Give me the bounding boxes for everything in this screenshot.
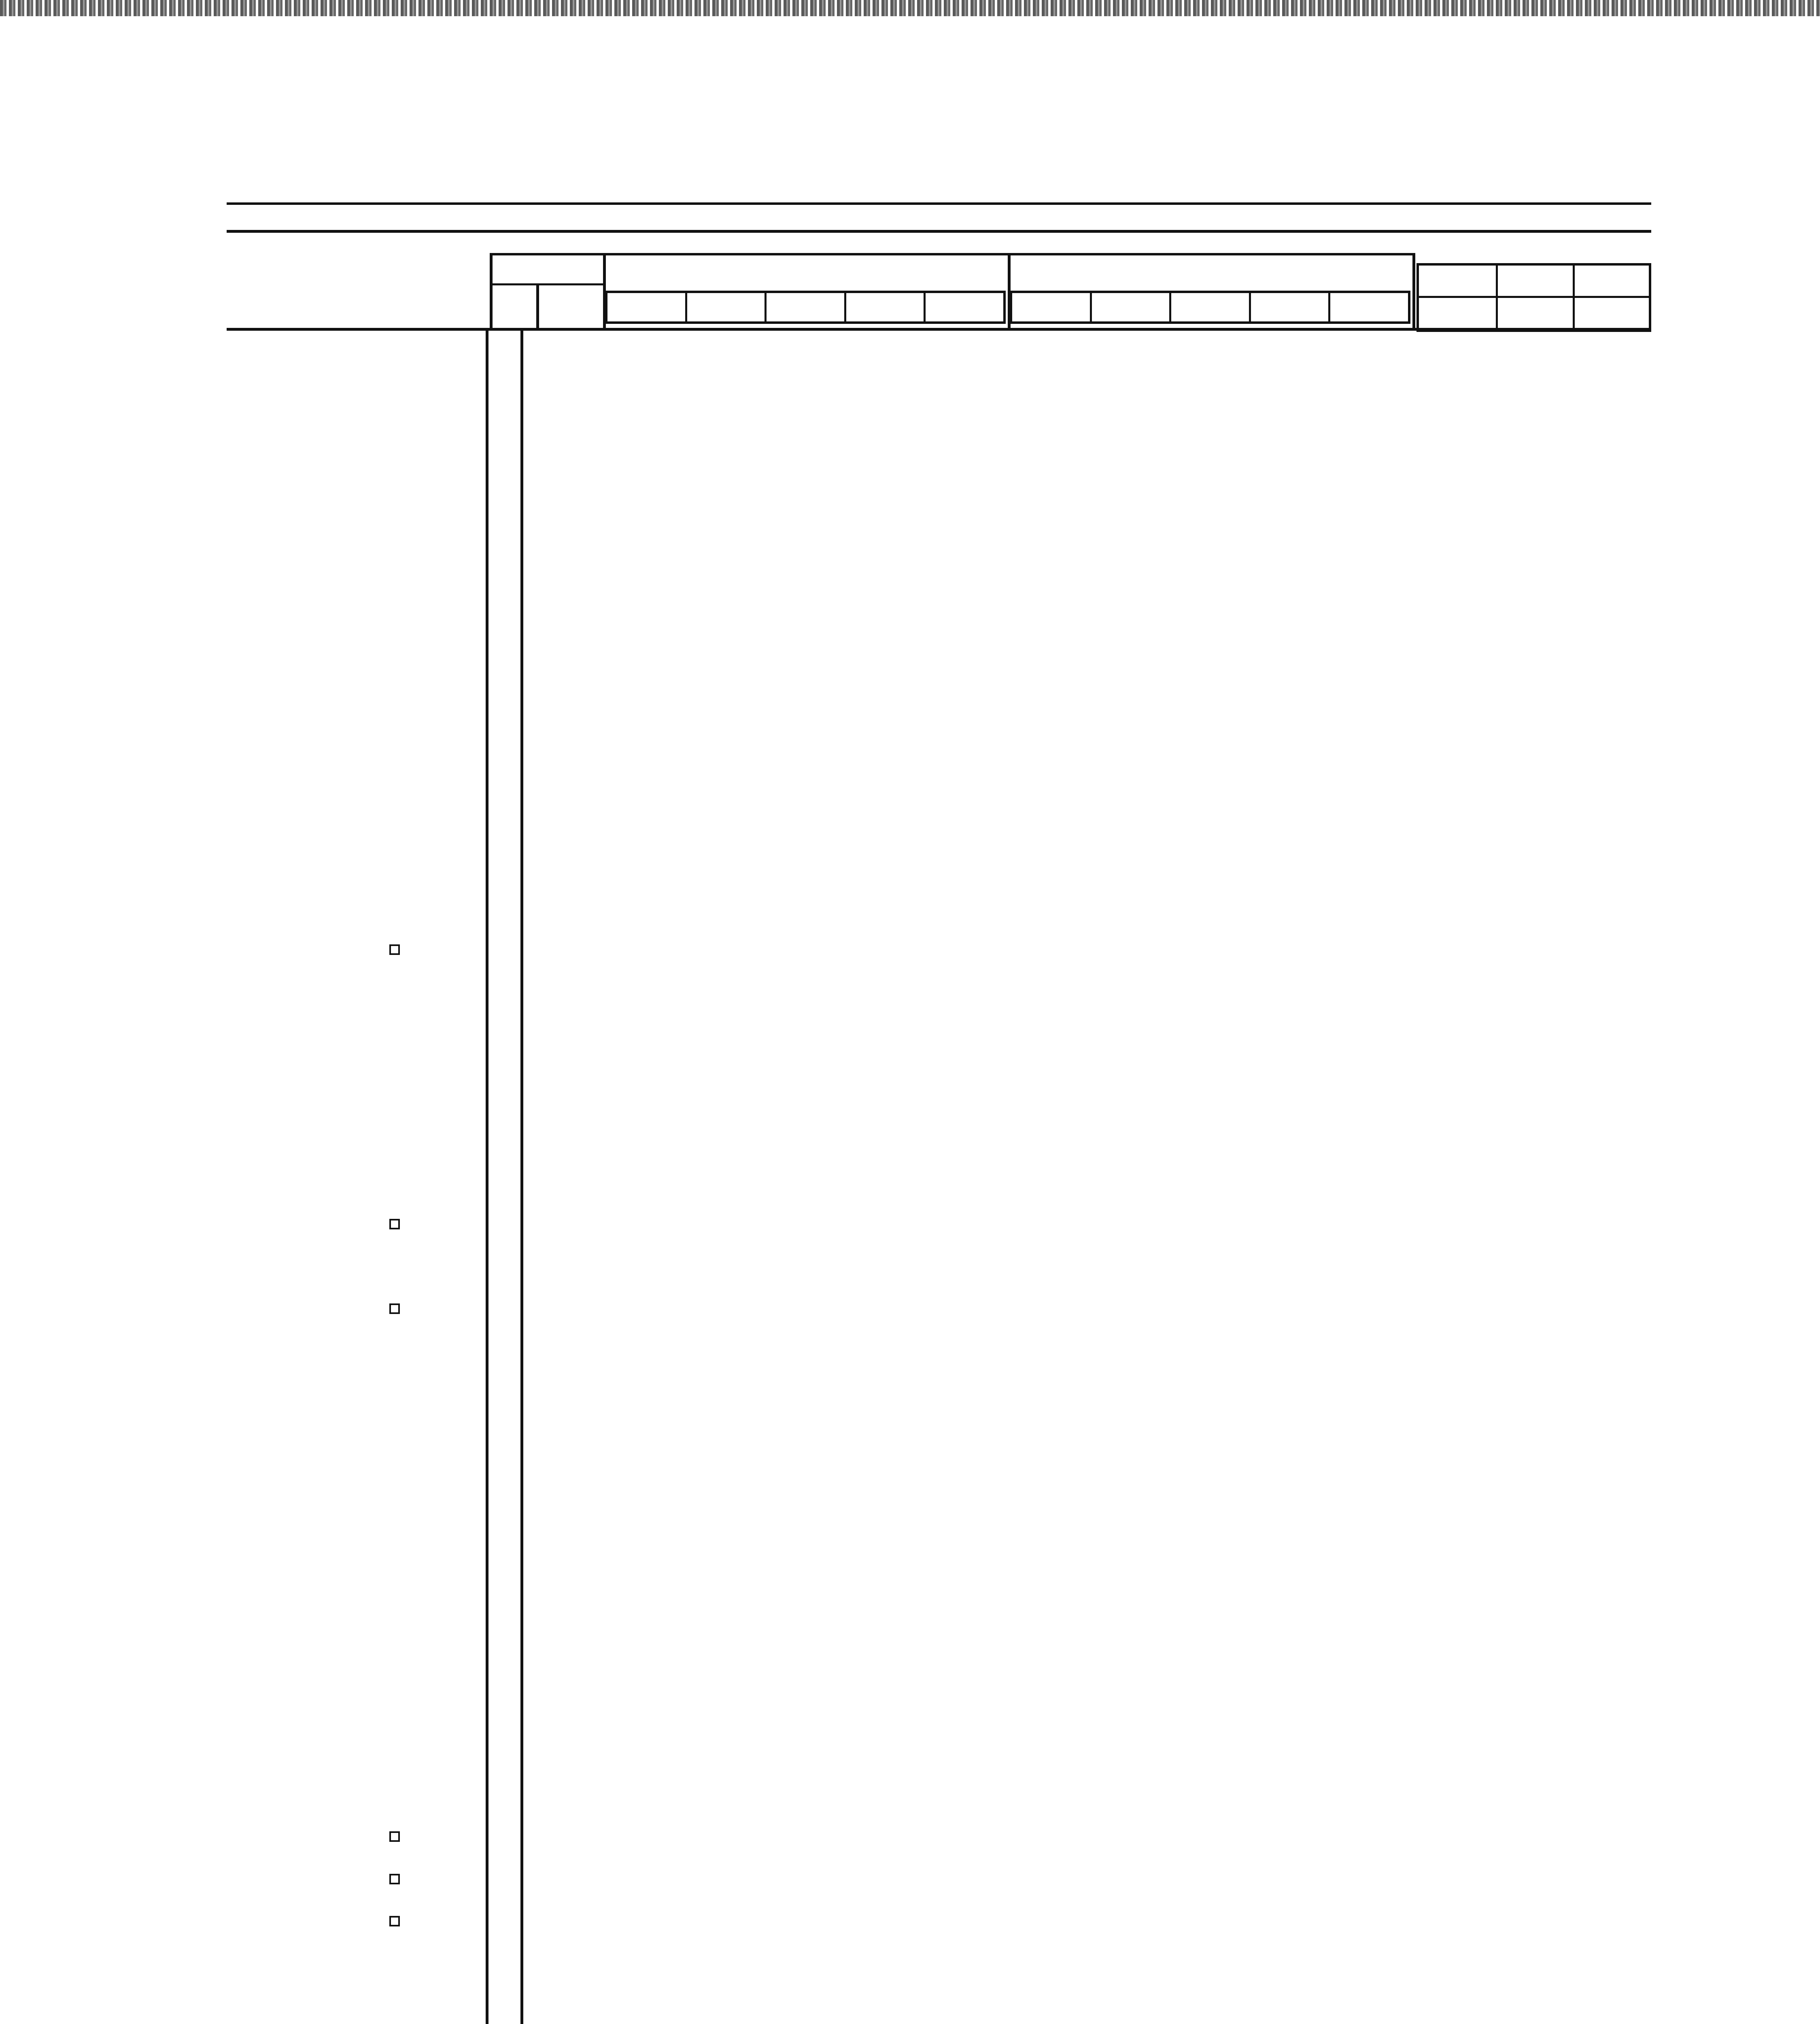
col00-ppptt [767,293,846,321]
col00-nhcl [846,293,926,321]
group03-top-rule [1010,253,1412,255]
square-icon [389,1916,400,1926]
col03-ppptt [1171,293,1251,321]
table-rule-left [486,328,488,2024]
col-rule-hoehe [490,253,493,330]
group03-subheader [1010,291,1410,324]
col03-nddff [1012,293,1092,321]
gust-col-rule-2 [1573,266,1575,330]
col-rule-iii [536,283,539,330]
table-rule-hoehe [520,328,523,2024]
scan-border [0,0,1820,16]
group00-subheader [605,291,1006,324]
col00-nddff [607,293,687,321]
header-rule-bottom [227,230,1651,233]
col00-vvwww [687,293,767,321]
col03-vvwww [1092,293,1172,321]
gust-header-box [1416,263,1651,332]
square-icon [389,1831,400,1842]
col00-tsta [926,293,1003,321]
col-rule-g03-end [1412,253,1415,330]
gust-col-rule-1 [1496,266,1498,330]
square-icon [389,1303,400,1314]
square-icon [389,944,400,955]
header-rule-top [227,202,1651,205]
hoehe-rule [490,283,605,285]
group00-top-rule [490,253,1008,255]
col03-tsta [1330,293,1408,321]
col03-nhcl [1251,293,1331,321]
gust-mid-rule [1419,296,1650,298]
square-icon [389,1219,400,1229]
square-icon [389,1874,400,1884]
